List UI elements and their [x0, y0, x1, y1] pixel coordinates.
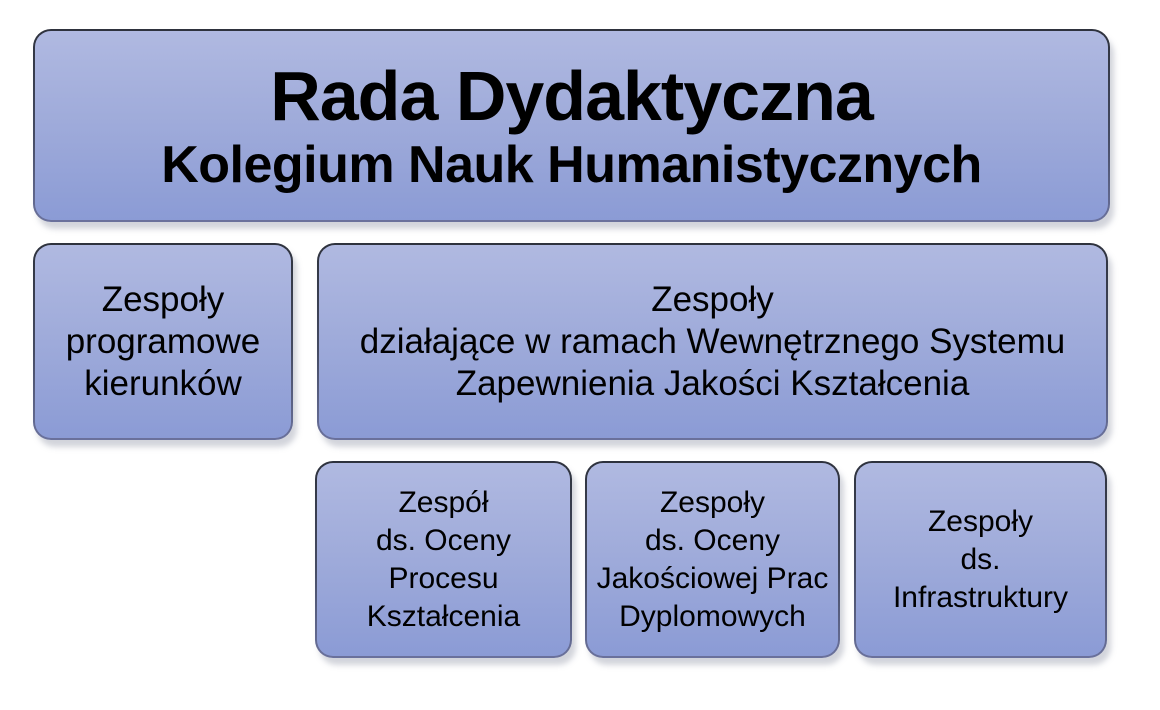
node-text-line: Zapewnienia Jakości Kształcenia — [455, 363, 970, 403]
node-text-line: ds. Oceny — [644, 523, 781, 557]
node-text — [597, 484, 829, 636]
node-zespoly-wsjk — [317, 243, 1108, 440]
node-text — [66, 279, 261, 405]
root-subtitle: Kolegium Nauk Humanistycznych — [161, 135, 982, 194]
node-text-line: kierunków — [84, 363, 242, 403]
node-text-line: programowe — [65, 321, 261, 361]
node-text-line: Zespół — [398, 485, 489, 519]
node-zespoly-infrastruktury — [854, 461, 1107, 658]
node-text-line: Zespoły — [927, 504, 1034, 538]
node-rada-dydaktyczna — [33, 29, 1110, 222]
node-text-line: Zespoły — [659, 485, 766, 519]
node-text-line: Zespoły — [651, 279, 774, 319]
node-text-line: działające w ramach Wewnętrznego Systemu — [359, 321, 1066, 361]
node-text-line: Procesu — [388, 561, 499, 595]
node-text-line: ds. Oceny — [375, 523, 512, 557]
root-title: Rada Dydaktyczna — [270, 57, 873, 136]
node-text — [367, 484, 520, 636]
node-text-line: Dyplomowych — [619, 599, 806, 633]
node-text-line: Kształcenia — [366, 599, 521, 633]
node-text — [893, 503, 1068, 617]
node-text-line: Jakościowej Prac — [596, 561, 829, 595]
node-text-line: ds. — [960, 542, 1001, 576]
node-text — [360, 279, 1066, 405]
node-zespol-oceny-procesu — [315, 461, 572, 658]
node-text-line: Infrastruktury — [892, 580, 1069, 614]
node-text-line: Zespoły — [101, 279, 225, 319]
node-zespoly-oceny-prac — [585, 461, 840, 658]
node-zespoly-programowe — [33, 243, 293, 440]
